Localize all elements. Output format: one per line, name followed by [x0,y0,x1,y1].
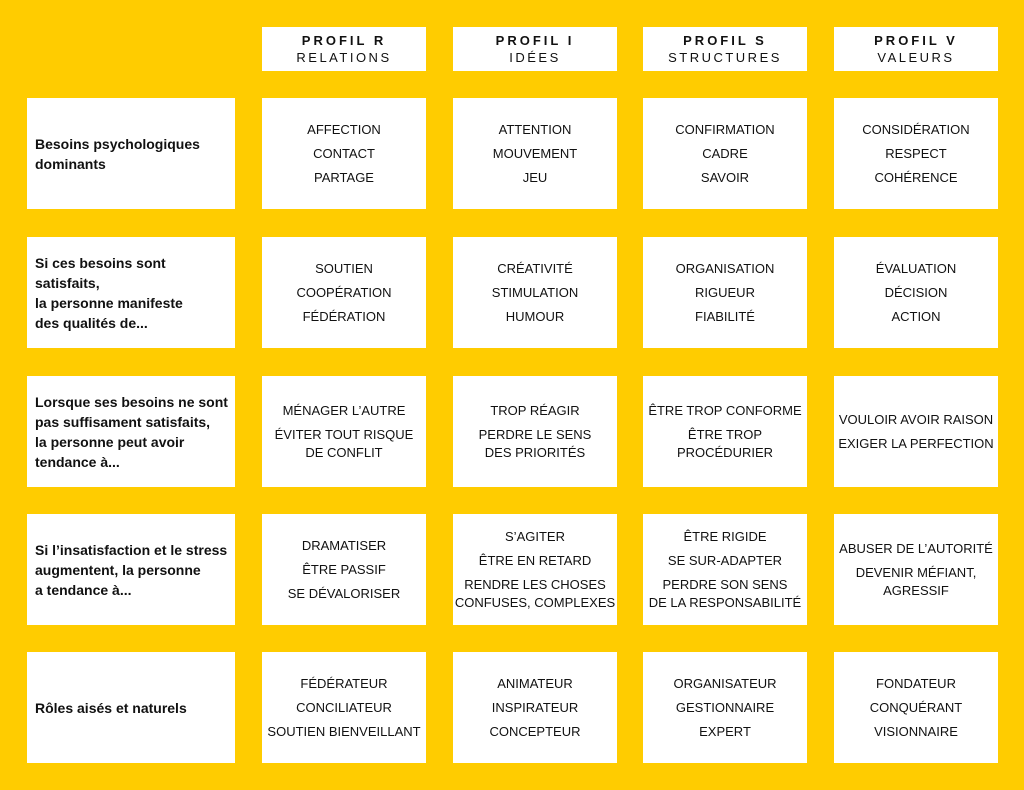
cell-item: ÊTRE PASSIF [302,561,386,577]
cell-item: VISIONNAIRE [874,723,958,739]
cell-item: COOPÉRATION [296,284,392,300]
profile-cell [834,514,998,625]
cell-item: ANIMATEUR [497,675,573,691]
cell-item: PERDRE SON SENS DE LA RESPONSABILITÉ [648,576,802,610]
cell-item: SE SUR-ADAPTER [667,552,783,568]
profile-title: PROFIL S [683,32,767,48]
row-label [27,652,235,763]
profile-cell [834,376,998,487]
cell-item: ABUSER DE L’AUTORITÉ [839,540,993,556]
profile-header [262,27,426,71]
cell-item: DEVENIR MÉFIANT, AGRESSIF [855,564,977,598]
profile-title: PROFIL V [874,32,958,48]
profile-cell [834,237,998,348]
cell-item: COHÉRENCE [874,169,958,185]
cell-item: PARTAGE [314,169,374,185]
profile-cell [453,652,617,763]
profile-header [643,27,807,71]
cell-item: FÉDÉRATION [302,308,386,324]
row-label-text: Lorsque ses besoins ne sont pas suffisament satisfaits, la personne peut avoir tendance à... [35,393,228,470]
cell-item: TROP RÉAGIR [490,402,580,418]
cell-item: ÉVITER TOUT RISQUE DE CONFLIT [274,426,414,460]
profile-header [453,27,617,71]
cell-item: ÉVALUATION [875,260,957,276]
cell-item: EXIGER LA PERFECTION [838,435,994,451]
cell-item: AFFECTION [307,121,381,137]
profile-cell [643,514,807,625]
cell-item: CONCILIATEUR [296,699,392,715]
row-label [27,237,235,348]
profile-cell [262,652,426,763]
cell-item: CONTACT [313,145,375,161]
cell-item: PERDRE LE SENS DES PRIORITÉS [478,426,592,460]
cell-item: INSPIRATEUR [491,699,579,715]
row-label-text: Si l’insatisfaction et le stress augmentent, la personne a tendance à... [35,541,228,598]
cell-item: ORGANISATION [675,260,775,276]
profile-cell [262,237,426,348]
cell-item: DÉCISION [884,284,948,300]
profile-cell [643,376,807,487]
cell-item: SOUTIEN BIENVEILLANT [267,723,421,739]
cell-item: FONDATEUR [876,675,956,691]
row-label [27,376,235,487]
cell-item: SAVOIR [700,169,750,185]
cell-item: RIGUEUR [695,284,755,300]
cell-item: S’AGITER [505,528,565,544]
profile-cell [262,98,426,209]
profile-cell [834,98,998,209]
cell-item: ATTENTION [498,121,572,137]
profile-title: PROFIL I [495,32,575,48]
cell-item: ÊTRE TROP PROCÉDURIER [676,426,774,460]
cell-item: CONFIRMATION [675,121,775,137]
row-label-text: Si ces besoins sont satisfaits, la personne manifeste des qualités de... [35,254,183,331]
profile-header [834,27,998,71]
profile-cell [643,237,807,348]
profile-cell [453,237,617,348]
cell-item: MÉNAGER L’AUTRE [282,402,406,418]
cell-item: SOUTIEN [315,260,373,276]
cell-item: ÊTRE RIGIDE [683,528,767,544]
cell-item: JEU [522,169,548,185]
cell-item: CRÉATIVITÉ [497,260,573,276]
cell-item: SE DÉVALORISER [287,585,401,601]
cell-item: GESTIONNAIRE [675,699,775,715]
profile-title: PROFIL R [301,32,387,48]
cell-item: FÉDÉRATEUR [300,675,388,691]
profile-cell [643,98,807,209]
profile-subtitle: VALEURS [877,49,955,65]
profile-subtitle: IDÉES [509,49,561,65]
cell-item: VOULOIR AVOIR RAISON [838,411,994,427]
cell-item: ORGANISATEUR [673,675,777,691]
row-label-text: Rôles aisés et naturels [35,699,187,716]
profile-subtitle: RELATIONS [296,49,392,65]
cell-item: ÊTRE TROP CONFORME [648,402,802,418]
cell-item: ÊTRE EN RETARD [478,552,592,568]
row-label-text: Besoins psychologiques dominants [35,135,200,172]
profile-subtitle: STRUCTURES [668,49,782,65]
cell-item: CONQUÉRANT [869,699,963,715]
cell-item: CONCEPTEUR [489,723,581,739]
cell-item: RENDRE LES CHOSES CONFUSES, COMPLEXES [454,576,616,610]
cell-item: CONSIDÉRATION [862,121,970,137]
profile-cell [262,514,426,625]
profile-cell [262,376,426,487]
row-label [27,514,235,625]
profile-cell [643,652,807,763]
cell-item: EXPERT [699,723,751,739]
cell-item: DRAMATISER [301,537,387,553]
profile-cell [453,514,617,625]
cell-item: MOUVEMENT [492,145,578,161]
cell-item: FIABILITÉ [695,308,755,324]
profile-cell [453,376,617,487]
cell-item: RESPECT [885,145,947,161]
cell-item: ACTION [891,308,941,324]
profile-cell [834,652,998,763]
row-label [27,98,235,209]
cell-item: STIMULATION [491,284,579,300]
cell-item: HUMOUR [505,308,565,324]
profile-cell [453,98,617,209]
cell-item: CADRE [702,145,748,161]
